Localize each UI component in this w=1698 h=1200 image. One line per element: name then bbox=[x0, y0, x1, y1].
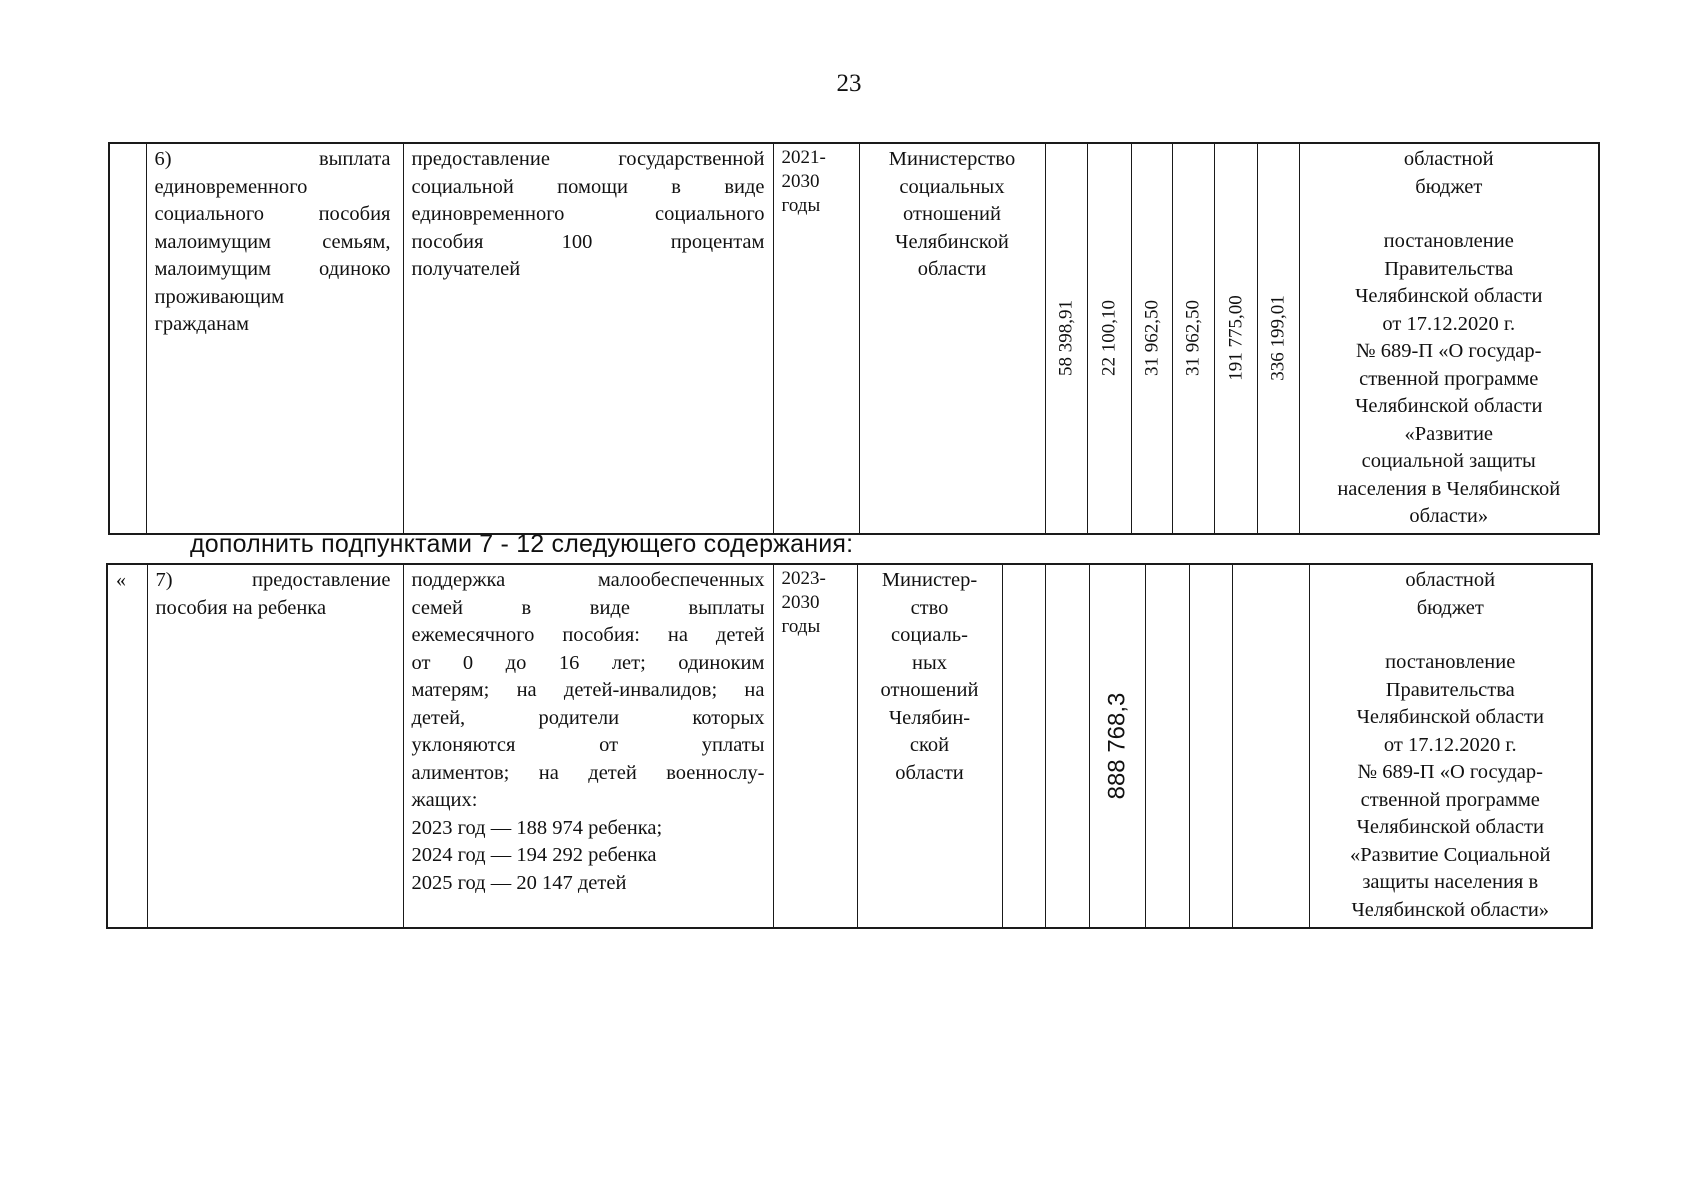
source-line: постановление bbox=[1385, 651, 1516, 673]
source-cell bbox=[1309, 564, 1592, 928]
amount-value: 336 199,01 bbox=[1267, 295, 1289, 381]
program-table-row-7 bbox=[106, 563, 1593, 929]
result-line: единовременного социального bbox=[411, 203, 765, 225]
result-line: 2023 год — 188 974 ребенка; bbox=[411, 816, 663, 839]
executor-line: социальных bbox=[899, 175, 1005, 198]
source-cell bbox=[1299, 143, 1599, 534]
measure-line: малоимущим семьям, bbox=[154, 230, 391, 253]
source-line: № 689-П «О государ- bbox=[1356, 340, 1542, 362]
program-table-row-6 bbox=[108, 142, 1600, 535]
source-gap bbox=[1308, 201, 1591, 228]
source-line: Челябинской области bbox=[1356, 706, 1544, 728]
page-number: 23 bbox=[836, 70, 862, 97]
measure-line: гражданам bbox=[154, 313, 249, 335]
source-line: области» bbox=[1409, 505, 1489, 527]
years-cell bbox=[773, 564, 857, 928]
result-line: пособия 100 процентам bbox=[411, 230, 765, 253]
result-line: получателей bbox=[411, 258, 521, 280]
amount-cell bbox=[1045, 564, 1089, 928]
source-line: Челябинской области» bbox=[1351, 898, 1550, 921]
amount-cell bbox=[1214, 143, 1257, 534]
result-cell bbox=[403, 143, 773, 534]
source-line: ственной программе bbox=[1360, 788, 1540, 811]
amount-value: 58 398,91 bbox=[1055, 300, 1077, 377]
executor-line: ных bbox=[912, 651, 947, 674]
amount-cell bbox=[1131, 143, 1172, 534]
amount-value: 191 775,00 bbox=[1224, 295, 1246, 381]
result-line: детей, родители которых bbox=[411, 706, 765, 729]
years-line: 2023- bbox=[781, 568, 826, 589]
executor-line: социаль- bbox=[891, 624, 968, 646]
executor-line: Министер- bbox=[881, 569, 978, 591]
result-line: 2024 год — 194 292 ребенка bbox=[411, 844, 657, 866]
amount-value: 31 962,50 bbox=[1140, 300, 1162, 377]
result-line: семей в виде выплаты bbox=[411, 596, 765, 619]
years-line: годы bbox=[781, 195, 821, 216]
source-line: защиты населения в bbox=[1362, 871, 1539, 893]
result-line: матерям; на детей-инвалидов; на bbox=[411, 679, 765, 701]
opening-quote: « bbox=[116, 569, 126, 591]
result-line: от 0 до 16 лет; одиноким bbox=[411, 651, 765, 674]
source-line: бюджет bbox=[1416, 596, 1484, 619]
source-line: постановление bbox=[1383, 230, 1514, 252]
amount-cell bbox=[1232, 564, 1309, 928]
source-line: ственной программе bbox=[1359, 367, 1539, 390]
amount-cell bbox=[1145, 564, 1189, 928]
executor-line: Челябинской bbox=[895, 230, 1009, 253]
years-line: годы bbox=[781, 616, 821, 637]
measure-line: 7) предоставление bbox=[155, 569, 391, 591]
executor-line: ской bbox=[909, 734, 950, 756]
measure-line: единовременного bbox=[154, 175, 308, 198]
result-line: социальной помощи в виде bbox=[411, 175, 765, 198]
source-line: социальной защиты bbox=[1361, 450, 1536, 472]
result-line: уклоняются от уплаты bbox=[411, 734, 765, 756]
source-line: от 17.12.2020 г. bbox=[1383, 733, 1517, 756]
source-line: «Развитие Социальной bbox=[1349, 843, 1551, 866]
result-line: поддержка малообеспеченных bbox=[411, 569, 765, 591]
source-line: Правительства bbox=[1384, 257, 1514, 280]
executor-line: ство bbox=[910, 596, 949, 619]
executor-cell bbox=[859, 143, 1045, 534]
amendment-instruction: дополнить подпунктами 7 - 12 следующего содержания: bbox=[190, 530, 854, 558]
source-line: Челябинской области bbox=[1356, 816, 1544, 838]
measure-cell bbox=[146, 143, 403, 534]
executor-line: области bbox=[917, 258, 987, 280]
result-line: 2025 год — 20 147 детей bbox=[411, 871, 627, 894]
source-gap bbox=[1318, 622, 1584, 649]
row-number-cell bbox=[109, 143, 146, 534]
source-line: № 689-П «О государ- bbox=[1357, 761, 1543, 783]
years-line: 2030 bbox=[781, 171, 820, 192]
source-line: от 17.12.2020 г. bbox=[1382, 312, 1516, 335]
executor-line: отношений bbox=[903, 203, 1001, 225]
years-line: 2021- bbox=[781, 147, 826, 168]
result-line: жащих: bbox=[411, 789, 478, 811]
measure-line: 6) выплата bbox=[154, 148, 391, 170]
amount-value: 888 768,3 bbox=[1103, 692, 1131, 800]
executor-line: Министерство bbox=[888, 148, 1016, 170]
amount-cell bbox=[1087, 143, 1131, 534]
measure-cell bbox=[147, 564, 403, 928]
source-line: населения в Челябинской bbox=[1337, 477, 1561, 500]
result-line: ежемесячного пособия: на детей bbox=[411, 624, 765, 646]
amount-cell bbox=[1189, 564, 1232, 928]
executor-cell bbox=[857, 564, 1002, 928]
source-line: Челябинской области bbox=[1355, 285, 1543, 307]
result-line: алиментов; на детей военнослу- bbox=[411, 761, 765, 784]
amount-cell bbox=[1089, 564, 1145, 928]
source-line: областной bbox=[1403, 148, 1494, 170]
measure-line: социального пособия bbox=[154, 203, 391, 225]
measure-line: малоимущим одиноко bbox=[154, 258, 391, 280]
years-line: 2030 bbox=[781, 592, 820, 613]
amount-value: 31 962,50 bbox=[1182, 300, 1204, 377]
source-line: областной bbox=[1405, 569, 1496, 591]
amount-cell bbox=[1002, 564, 1045, 928]
amount-cell bbox=[1172, 143, 1214, 534]
source-line: Правительства bbox=[1385, 678, 1515, 701]
executor-line: области bbox=[895, 761, 964, 784]
source-line: Челябинской области bbox=[1355, 395, 1543, 417]
years-cell bbox=[773, 143, 859, 534]
amount-value: 22 100,10 bbox=[1098, 300, 1120, 377]
amount-cell bbox=[1257, 143, 1299, 534]
source-line: «Развитие bbox=[1404, 422, 1494, 445]
amount-cell bbox=[1045, 143, 1087, 534]
source-line: бюджет bbox=[1415, 175, 1483, 198]
executor-line: Челябин- bbox=[888, 706, 971, 729]
result-cell bbox=[403, 564, 773, 928]
measure-line: пособия на ребенка bbox=[155, 596, 327, 619]
measure-line: проживающим bbox=[154, 285, 285, 308]
executor-line: отношений bbox=[880, 679, 979, 701]
row-number-cell bbox=[107, 564, 147, 928]
result-line: предоставление государственной bbox=[411, 148, 765, 170]
